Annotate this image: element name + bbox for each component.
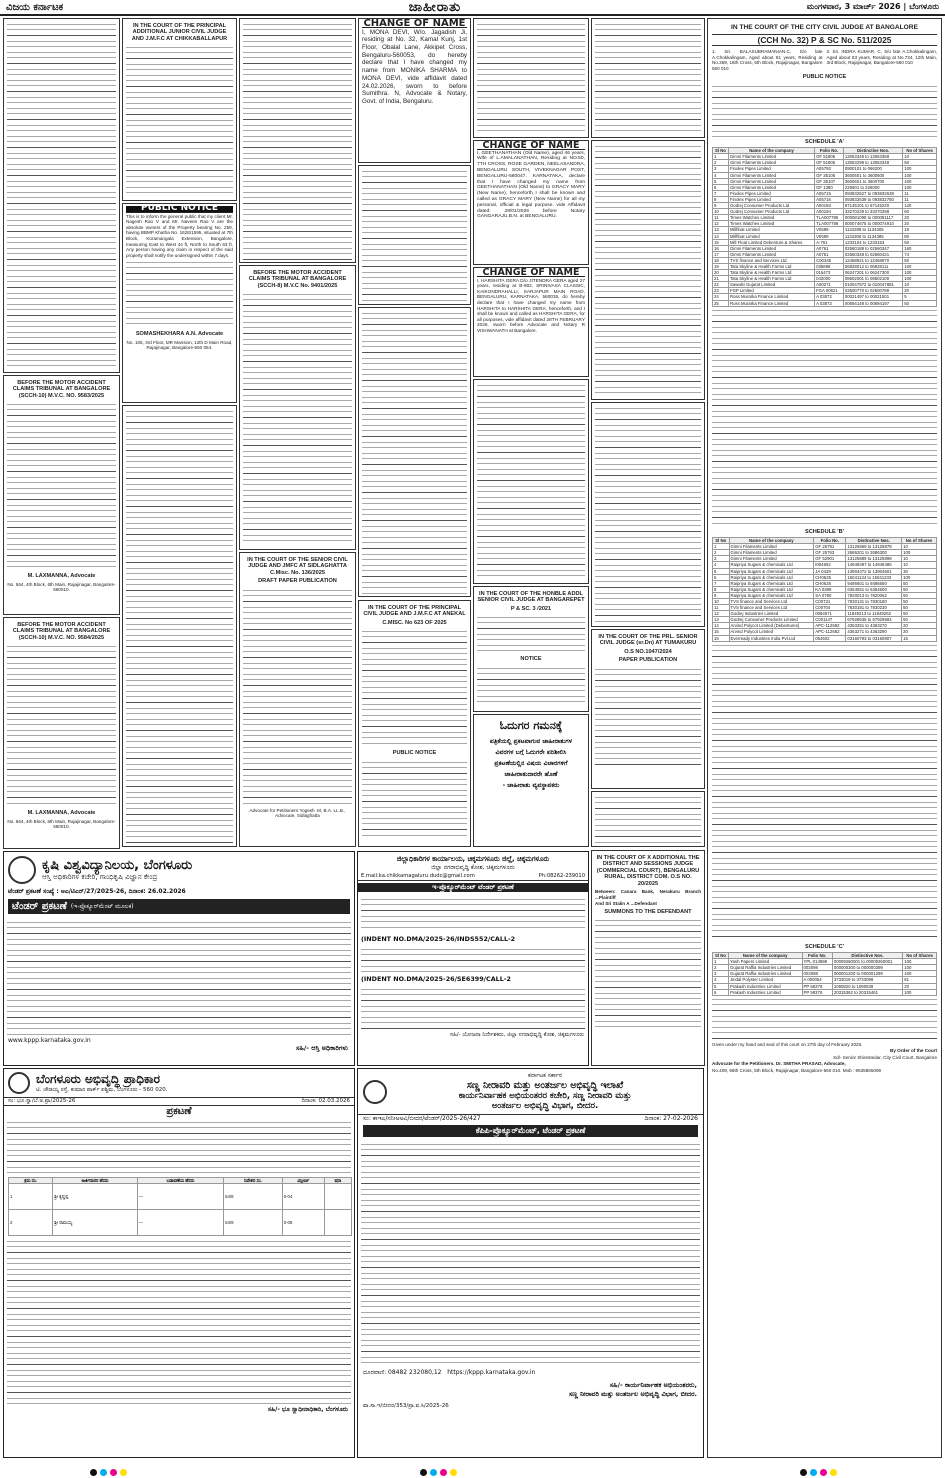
table-header: Name of the company: [728, 953, 802, 959]
table-header: Folio No.: [814, 538, 846, 544]
table-row: 23 FGP Limited FGA 00621 02600770 to 02600789 20: [713, 288, 937, 294]
mact-notice-2: BEFORE THE MOTOR ACCIDENT CLAIMS TRIBUNAL AT BANGALORE (SCCH-10) M.V.C. NO. 9584/2025 M. LAXMANNA, Advocate No. 564, 4th Block, 6th Main, Rajajinagar, Bangalore-560010.: [3, 617, 120, 849]
change-of-name-3: CHANGE OF NAME I, HARSHITA GERA D/o JITENDRA GERA aged 27 years, residing at B-902, SRINIVASA CLASSIC, KAIKONDRAHALLI, SARJAPUR MAIN ROAD, BENGALURU, KARNATAKA, 560035, do hereby declare that I have changed my name from HARSHITA to HARSHITA GERA, henceforth, and I shall be known and called as HARSHITA GERA, for all purposes, vide affidavit dated 28TH FEBRUARY 2026, sworn before Advocate and Notary R VISHWANATH at Bangalore.: [473, 267, 589, 377]
table-header: ಅರ್ಜಿದಾರರ ಹೆಸರು: [53, 1178, 137, 1184]
university-emblem-icon: [8, 856, 36, 884]
column-kannada-notice-3: [239, 18, 356, 263]
city-civil-court-notice: IN THE COURT OF THE CITY CIVIL JUDGE AT BANGALORE (CCH No. 32) P & SC No. 511/2025 1. Sri. BALASUBRAMANIAN.C, S/o late A.Chokkalingam, Aged about 81 years, Residing at No.369, 16th Cross, 5th Block, Rajajinagar, Bangalore 560 010 2. Sri. INDRA KUMAR. C, S/o late A.Chokkalingam, Aged about 63 years, Residing at No.734, 12th Main, 3rd Block, Rajajinagar, Bangalore-560 010 PUBLIC NOTICE SCHEDULE 'A' Sl No Name of the company Folio No. Distinctive Nos. No of Shares 1 Gimni Filaments Limited GF 51806 13063349 to 13063358 10 2 Gimni Filaments Limited GF 51806 13063299 to 13063348 50 3 Finolex Pipes Limited A05793 0900101 to 066200 100 4 Gimni Filaments Limited GF 35106 3600501 to 3600600 100 5 Gimni Filaments Limited GF 35107 3600601 to 3600700 100 6 Gimni Filaments Limited GF 1380 225901 to 226000 100 7 Finolex Pipes Limited A05715 093832527 to 093832638 11 8 Finolex Pipes Limited A05716 093832639 to 093832750 11 9 Godrej Consumer Products Ltd A00193 67145101 to 67145220 120 10 Godrej Consumer Products Ltd A00194 33270229 to 33270288 60 11 Times Watches Limited TLA007795 000081098 to 000081117 20 12 Times Watches Limited TLA007798 000074675 to 000074910 20 13 Millfloat Limited V0598 1134288 to 1134305 18 14 Millfloat Limited V0599 1134306 to 1134385 80 15 Mill Float Limited Debenture & Shares A-761 1233104 to 1233153 50 16 Gimni Filaments Limited A0761 02560188 to 02560347 160 17 Gimni Filaments Limited A0761 02560348 to 02560421 74 18 TVS finance and Services Ltd C00345 12468921 to 12468970 50 19 Tata Skyline & Health Farms Ltd 035698 06828012 to 06828111 100 20 Tata Skyline & Health Farms Ltd 016473 06247201 to 06247300 100 21 Tata Skyline & Health Farms Ltd 042000 08602001 to 08602100 100 22 Sawalsi Gujarat Limited A00271 010047872 to 010047881 10 23 FGP Limited FGA 00621 02600770 to 02600789 20 24 Ross Murarka Finance Limited A 03872 00021497 to 00021501 5 25 Ross Murarka Finance Limited A 03872 00694148 to 00694197 50 SCHEDULE 'B' Sl No Name of the company Folio No. Distinctive Nos. No of Shares 1 Gimni Filaments Limited GF 25791 13125869 to 13125878 10 2 Gimni Filaments Limited GF 25763 2686201 to 2686300 100 3 Gimni Filaments Limited GF 52901 13125889 to 13125898 10 4 Raipriya Sugars & chemicals Ltd I004652 14948497 to 14948486 10 5 Raipriya Sugars & chemicals Ltd JA 0429 13904472 to 13904501 30 6 Raipriya Sugars & chemicals Ltd CH0625 15041134 to 15041233 100 7 Raipriya Sugars & chemicals Ltd CH0626 9486601 to 9486650 50 8 Raipriya Sugars & chemicals Ltd KA 0389 6354551 to 6354600 50 9 Raipriya Sugars & chemicals Ltd SA 0780 7820013 to 7820062 50 10 TVS finance and Services Ltd C00731 7830131 to 7830180 50 11 TVS finance and Services Ltd C00704 7830181 to 7830230 50 12 Godrej Industries Limited 0084571 11849213 to 11849262 50 13 Godrej Consumer Products Limited C001147 67929535 to 67929584 50 14 Arvind Polycot Limited (Debentures) APC-112682 4363251 to 4363270 20 15 Arvind Polycot Limited APC-112682 4363271 to 4363290 20 16 Everready Industries India Pvt.Ltd 054502 03160793 to 03160807 15 SCHEDULE 'C' Sl No Name of the company Folio No. Distinctive Nos. No of Shares 1 Yash Papers Limited YPL 014898 00009260001 to 00009260001 100 2 Gujarat Raffia Industries Limited 003098 000000300 to 000000399 100 3 Gujarat Raffia Industries Limited 003098 000001200 to 000001299 100 4 Jindal Polyster Limited A 000054 3733019 to 3733099 81 5 Prakash Industries Limited PP 59378 1090820 to 1090839 20 6 Prakash Industries Limited PP 59378 20315362 to 20315461 100 Given under my hand and seal of this court on 27th day of February 2026. By Order of the Court Sd/- Senior Shirestedar, City Civil Court, Bangalore Advocate for the Petitioners. Dr. SMITHA PRASAD, Advocate, No.409, 66th Cross, 5th Block, Rajajinagar, Bangalore-560 010. Mob : 9535865099: [707, 18, 942, 1458]
table-row: 1 Yash Papers Limited YPL 014898 00009260001 to 00009260001 100: [713, 959, 937, 965]
table-header: Distinctive Nos.: [843, 148, 902, 154]
table-row: 8 Finolex Pipes Limited A05716 093832639 to 093832750 11: [713, 196, 937, 202]
table-row: 5 Raipriya Sugars & chemicals Ltd JA 0429 13904472 to 13904501 30: [713, 568, 937, 574]
chikkamagaluru-tender: ಜಿಲ್ಲಾಧಿಕಾರಿಗಳ ಕಾರ್ಯಾಲಯ, ಚಿಕ್ಕಮಗಳೂರು ಜಿಲ್ಲೆ, ಚಿಕ್ಕಮಗಳೂರು ಜಿಲ್ಲಾ ನಗರಾಭಿವೃದ್ಧಿ ಕೋಶ, ಚಿಕ್ಕಮಗಳೂರು E.mail:ka.chikkamagaluru.dudc@gmail.com Ph:08262-239010 ಇ-ಪ್ರೊಕ್ಯೂರ್‌ಮೆಂಟ್ ಟೆಂಡರ್ ಪ್ರಕಟಣೆ (INDENT NO.DMA/2025-26/INDS552/CALL-2 (INDENT NO.DMA/2025-26/SE6399/CALL-2 ಸಹಿ/- ಯೋಜನಾ ನಿರ್ದೇಶಕರು, ಜಿಲ್ಲಾ ನಗರಾಭಿವೃದ್ಧಿ ಕೋಶ, ಚಿಕ್ಕಮಗಳೂರು: [357, 851, 589, 1066]
table-row: 18 TVS finance and Services Ltd C00345 12468921 to 12468970 50: [713, 257, 937, 263]
table-row: 7 Raipriya Sugars & chemicals Ltd CH0626 9486601 to 9486650 50: [713, 580, 937, 586]
mact-notice-3: BEFORE THE MOTOR ACCIDENT CLAIMS TRIBUNAL AT BANGALORE (SCCH-8) M.V.C No. 9401/2025: [239, 265, 356, 550]
district-court-small: [591, 791, 705, 847]
table-header: No of Shares: [903, 953, 937, 959]
table-header: Name of the company: [728, 148, 814, 154]
table-row: 25 Ross Murarka Finance Limited A 03872 00694148 to 00694197 50: [713, 300, 937, 306]
table-header: Distinctive Nos.: [832, 953, 902, 959]
table-header: Sl No: [713, 148, 729, 154]
table-row: 5 Gimni Filaments Limited GF 35107 3600601 to 3600700 100: [713, 178, 937, 184]
table-header: ನಿವೇಶನ ಸಂ.: [224, 1178, 283, 1184]
table-row: 16 Gimni Filaments Limited A0761 02560188 to 02560347 160: [713, 245, 937, 251]
table-header: Distinctive Nos.: [846, 538, 902, 544]
table-header: Folio No.: [802, 953, 832, 959]
kannada-notice-4: [358, 165, 471, 305]
senior-civil-col6: [591, 140, 705, 400]
district-commercial-court-notice: IN THE COURT OF X ADDITIONAL THE DISTRICT AND SESSIONS JUDGE (COMMERCIAL COURT), BENGALURU RURAL, DISTRICT COM. O.S NO. 20/2025 Between: Canara Bank, Nerakuru Branch ...Plaintiff And Sri Stalin A ...Defendant SUMMONS TO THE DEFENDANT: [591, 850, 705, 1066]
mact-notice-4: [473, 379, 589, 584]
court-title: IN THE COURT OF THE CITY CIVIL JUDGE AT BANGALORE: [731, 24, 918, 31]
public-notice: PUBLIC NOTICE This is to inform the general public that my client Mr. Nagesh Rao V and Mr. Naveen Rao V are the absolute owners of the Property bearing No. 259, having BBMP Khatha No. 1628/1595, situated at 7th Block, Koramangala Extension, Bangalore, measuring East to West 44 ft, North to South 63 ft. Any person having any claim in respect of the said property shall notify the undersigned within 7 days. SOMASHEKHARA A.N. Advocate No. 105, 3rd Floor, MR Mansion, 12th D Main Road, Rajajinagar, Bangalore-560 054.: [122, 203, 237, 403]
table-row: 15 Mill Float Limited Debenture & Shares A-761 1233104 to 1233153 50: [713, 239, 937, 245]
table-row: 16 Everready Industries India Pvt.Ltd 054502 03160793 to 03160807 15: [713, 635, 937, 641]
change-of-name-2: CHANGE OF NAME I, GEETHANATHAN (Old Name), aged 46 years, Wife of L.AMALANATHAN, Residing at NO.50, 7TH CROSS, ROSE GARDEN, NEELASANDRA, BENGALURU SOUTH, VIVEKNAGAR POST, BENGALURU-560047, KARNATAKA, declare that I have changed my name from GEETHANATHAN (Old Name) to GRACY MARY (New Name), henceforth I shall be known and called as GRACY MARY (New Name) for all my personal, official & legal purpose. vide Affidavit dated: 28/01/2026 before Notary GANGARAJU.B.N. at BENGALURU.: [473, 140, 589, 265]
registration-marks-center: [420, 1469, 457, 1476]
tumakuru-notice: IN THE COURT OF THE PRL. SENIOR CIVIL JUDGE (sr.Dn) AT TUMAKURU O.S NO.1047/2024 PAPER PUBLICATION: [591, 629, 705, 789]
table-row: 10 Godrej Consumer Products Ltd A00194 33270229 to 33270288 60: [713, 209, 937, 215]
bda-notice: ಬೆಂಗಳೂರು ಅಭಿವೃದ್ಧಿ ಪ್ರಾಧಿಕಾರ ಟಿ. ಚೌಡಯ್ಯ ರಸ್ತೆ, ಕುಮಾರ ಪಾರ್ಕ್ ಪಶ್ಚಿಮ, ಬೆಂಗಳೂರು - 560 020. ಸಂ: ಭೂ.ಸ್ವಾ/ಬೆ.ಅ.ಪ್ರಾ/2025-26 ದಿನಾಂಕ: 02.03.2026 ಪ್ರಕಟಣೆ ಕ್ರಮ ಸಂ. ಅರ್ಜಿದಾರರ ಹೆಸರು ಬಡಾವಣೆಯ ಹೆಸರು ನಿವೇಶನ ಸಂ. ವಿಸ್ತೀರ್ಣ ಷರಾ 1 ಶ್ರೀ ಕೃಷ್ಣಪ್ಪ — 54/8 0-04 2 ಶ್ರೀ ರಾಮಯ್ಯ — 54/9 0-08 ಸಹಿ/- ಭೂ ಸ್ವಾಧೀನಾಧಿಕಾರಿ, ಬೆಂಗಳೂರು: [3, 1068, 355, 1458]
bda-emblem-icon: [8, 1072, 30, 1094]
reader-notice: ಓದುಗರ ಗಮನಕ್ಕೆ ಪತ್ರಿಕೆಯಲ್ಲಿ ಪ್ರಕಟವಾಗುವ ಜಾಹೀರಾತುಗಳ ವಿವರಗಳ ಬಗ್ಗೆ ಓದುಗರೇ ಪರಿಶೀಲಿಸಿ ಪ್ರಕಟಣೆಯಲ್ಲಿನ ವಿಷಯ ವಿಚಾರಗಳಿಗೆ ಜಾಹೀರಾತುದಾರರೇ ಹೊಣೆ - ಜಾಹೀರಾತು ವ್ಯವಸ್ಥಾಪಕರು: [473, 714, 589, 847]
table-row: 22 Sawalsi Gujarat Limited A00271 010047872 to 010047881 10: [713, 282, 937, 288]
column-kannada-notice-1: [3, 18, 120, 373]
table-row: 12 Godrej Industries Limited 0084571 11849213 to 11849262 50: [713, 611, 937, 617]
table-header: ಬಡಾವಣೆಯ ಹೆಸರು: [137, 1178, 223, 1184]
registration-marks-right: [800, 1469, 837, 1476]
change-of-name-1: CHANGE OF NAME I, MONA DEVI, W/o. Jagadish Ji, residing at No. 32, Kamal Kunj, 1st Floor, Obalal Lane, Akkipet Cross, Bengaluru-560053, do hereby declare that I have changed my name from MONIKA SHARMA to MONA DEVI, vide affidavit dated 24.02.2026, sworn to before Sumithra. N, Advocate & Notary, Govt. of India, Bengaluru.: [358, 18, 471, 163]
registration-marks-left: [90, 1469, 127, 1476]
table-header: Name of the company: [729, 538, 814, 544]
anekal-notice: IN THE COURT OF THE PRINCIPAL CIVIL JUDGE AND J.M.F.C AT ANEKAL C.MISC. No 623 OF 2025 PUBLIC NOTICE: [358, 600, 471, 847]
table-header: ಷರಾ: [324, 1178, 351, 1184]
table-row: 14 Arvind Polycot Limited (Debentures) APC-112682 4363251 to 4363270 20: [713, 623, 937, 629]
table-row: 4 Raipriya Sugars & chemicals Ltd I004652 14948497 to 14948486 10: [713, 562, 937, 568]
table-row: 5 Prakash Industries Limited PP 59378 1090820 to 1090839 20: [713, 983, 937, 989]
mact-notice-5: [591, 402, 705, 627]
table-row: 14 Millfloat Limited V0599 1134306 to 1134385 80: [713, 233, 937, 239]
kannada-notice-5: [358, 307, 471, 597]
table-row: 2 Gimni Filaments Limited GF 25763 2686201 to 2686300 100: [713, 550, 937, 556]
column-court-notices-2: [122, 405, 237, 847]
table-row: 15 Arvind Polycot Limited APC-112682 4363271 to 4363290 20: [713, 629, 937, 635]
table-row: 11 Times Watches Limited TLA007795 000081098 to 000081117 20: [713, 215, 937, 221]
kannada-notice-7: [591, 18, 705, 138]
table-row: 8 Raipriya Sugars & chemicals Ltd KA 0389 6354551 to 6354600 50: [713, 586, 937, 592]
senior-civil-notice: IN THE COURT OF THE SENIOR CIVIL JUDGE AND JMFC AT SIDLAGHATTA C.Misc. No. 136/2025 DRAFT PAPER PUBLICATION Advocate for Petitioners Yogesh .M, B.A. LL.B., Advocate, Sidlaghatta: [239, 552, 356, 847]
table-row: 3 Finolex Pipes Limited A05793 0900101 to 066200 100: [713, 166, 937, 172]
table-row: 19 Tata Skyline & Health Farms Ltd 035698 06828012 to 06828111 100: [713, 263, 937, 269]
table-header: Sl No: [713, 953, 729, 959]
table-row: 20 Tata Skyline & Health Farms Ltd 016473 06247201 to 06247300 100: [713, 270, 937, 276]
table-header: No of Shares: [902, 538, 937, 544]
irrigation-tender: ಕರ್ನಾಟಕ ಸರ್ಕಾರ ಸಣ್ಣ ನೀರಾವರಿ ಮತ್ತು ಅಂತರ್ಜಲ ಅಭಿವೃದ್ಧಿ ಇಲಾಖೆ ಕಾರ್ಯನಿರ್ವಾಹಕ ಅಭಿಯಂತರರ ಕಚೇರಿ, ಸಣ್ಣ ನೀರಾವರಿ ಮತ್ತು ಅಂತರ್ಜಲ ಅಭಿವೃದ್ಧಿ ವಿಭಾಗ, ಬೀದರ. ಸಂ: ಕಾಇಎ/ಸನೀಅಅವಿ/ಬೀದರ/ಟೆಂಡರ್/2025-26/427 ದಿನಾಂಕ: 27-02-2026 ಕೆಪಿಪಿ-ಪ್ರೊಕ್ಯೂರ್‌ಮೆಂಟ್, ಟೆಂಡರ್ ಪ್ರಕಟಣೆ ದೂರವಾಣಿ: 08482 232080,12 https://kppp.karnataka.gov.in ಸಹಿ/- ಕಾರ್ಯನಿರ್ವಾಹಕ ಅಭಿಯಂತರರು, ಸಣ್ಣ ನೀರಾವರಿ ಮತ್ತು ಅಂತರ್ಜಲ ಅಭಿವೃದ್ಧಿ ವಿಭಾಗ, ಬೀದರ. ವಾ.ಸಾ.ಇ/ಬೀದರ/353/ಪ್ರಾ.ವ.ಸಿ/2025-26: [357, 1068, 704, 1458]
table-row: 6 Prakash Industries Limited PP 59378 20315362 to 20315461 100: [713, 989, 937, 995]
table-row: 10 TVS finance and Services Ltd C00731 7830131 to 7830180 50: [713, 598, 937, 604]
court-notice-jmfc: IN THE COURT OF THE PRINCIPAL ADDITIONAL JUNIOR CIVIL JUDGE AND J.M.F.C AT CHIKKABALLAPUR: [122, 18, 237, 201]
bda-table: ಕ್ರಮ ಸಂ. ಅರ್ಜಿದಾರರ ಹೆಸರು ಬಡಾವಣೆಯ ಹೆಸರು ನಿವೇಶನ ಸಂ. ವಿಸ್ತೀರ್ಣ ಷರಾ 1 ಶ್ರೀ ಕೃಷ್ಣಪ್ಪ — 54/8 0-04 2 ಶ್ರೀ ರಾಮಯ್ಯ — 54/9 0-08: [8, 1177, 352, 1236]
kannada-notice-6: [473, 18, 589, 138]
table-row: 2 Gimni Filaments Limited GF 51806 13063299 to 13063348 50: [713, 160, 937, 166]
table-row: 13 Godrej Consumer Products Limited C001147 67929535 to 67929584 50: [713, 617, 937, 623]
table-row: 7 Finolex Pipes Limited A05715 093832527 to 093832638 11: [713, 190, 937, 196]
table-row: 24 Ross Murarka Finance Limited A 03872 00021497 to 00021501 5: [713, 294, 937, 300]
table-row: 2 Gujarat Raffia Industries Limited 003098 000000300 to 000000399 100: [713, 965, 937, 971]
table-row: 6 Raipriya Sugars & chemicals Ltd CH0625 15041134 to 15041233 100: [713, 574, 937, 580]
table-row: 1 Gimni Filaments Limited GF 51806 13063349 to 13063358 10: [713, 154, 937, 160]
table-header: ಕ್ರಮ ಸಂ.: [9, 1178, 53, 1184]
table-row: 17 Gimni Filaments Limited A0761 02560348 to 02560421 74: [713, 251, 937, 257]
table-header: ವಿಸ್ತೀರ್ಣ: [282, 1178, 324, 1184]
table-row: 3 Gimni Filaments Limited GF 52901 13125889 to 13125898 10: [713, 556, 937, 562]
schedule-b-table: [712, 537, 937, 642]
table-row: 4 Gimni Filaments Limited GF 35106 3600501 to 3600600 100: [713, 172, 937, 178]
masthead: [0, 0, 945, 16]
table-header: Folio No.: [815, 148, 844, 154]
table-row: 6 Gimni Filaments Limited GF 1380 225901 to 226000 100: [713, 184, 937, 190]
case-number: (CCH No. 32) P & SC No. 511/2025: [712, 34, 937, 46]
govt-emblem-icon: [363, 1080, 387, 1104]
section-title: ಜಾಹೀರಾತು: [408, 0, 462, 15]
table-row: 9 Raipriya Sugars & chemicals Ltd SA 0780 7820013 to 7820062 50: [713, 592, 937, 598]
agri-university-tender: ಕೃಷಿ ವಿಶ್ವವಿದ್ಯಾನಿಲಯ, ಬೆಂಗಳೂರು ಆಸ್ತಿ ಅಧಿಕಾರಿಗಳ ಕಚೇರಿ, ಗಾಂಧಿಕೃಷಿ ವಿಜ್ಞಾನ ಕೇಂದ್ರ ಟೆಂಡರ್ ಪ್ರಕಟಣೆ ಸಂಖ್ಯೆ : ಆಎ/ಟಿಎನ್/27/2025-26, ದಿನಾಂಕ: 26.02.2026 ಟೆಂಡರ್ ಪ್ರಕಟಣೆ (ಇ-ಪ್ರೊಕ್ಯೂರ್‌ಮೆಂಟ್ ಮೂಲಕ) www.kppp.karnataka.gov.in ಸಹಿ/- ಆಸ್ತಿ ಅಧಿಕಾರಿಗಳು: [3, 851, 355, 1066]
table-row: 21 Tata Skyline & Health Farms Ltd 042000 08602001 to 08602100 100: [713, 276, 937, 282]
table-row: 4 Jindal Polyster Limited A 000054 3733019 to 3733099 81: [713, 977, 937, 983]
table-header: No of Shares: [903, 148, 937, 154]
mact-notice-1: BEFORE THE MOTOR ACCIDENT CLAIMS TRIBUNAL AT BANGALORE (SCCH-10) M.V.C. NO. 9583/2025 M. LAXMANNA, Advocate No. 564, 4th Block, 6th Main, Rajajinagar, Bangalore-560010.: [3, 375, 120, 615]
bagepalli-notice: IN THE COURT OF THE HONBLE ADDL SENIOR CIVIL JUDGE AT BANGAREPET P & SC. 3 /2021 NOTICE: [473, 586, 589, 712]
public-notice-title: PUBLIC NOTICE: [126, 206, 233, 213]
table-row: 3 Gujarat Raffia Industries Limited 003098 000001200 to 000001299 100: [713, 971, 937, 977]
table-header: Sl No: [713, 538, 730, 544]
schedule-c-table: [712, 952, 937, 996]
table-row: 11 TVS finance and Services Ltd C00704 7830181 to 7830230 50: [713, 605, 937, 611]
issue-date: ಮಂಗಳವಾರ, 3 ಮಾರ್ಚ್ 2026 | ಬೆಂಗಳೂರು: [806, 2, 939, 11]
table-row: 1 Gimni Filaments Limited GF 25791 13125869 to 13125878 10: [713, 544, 937, 550]
newspaper-logo: ವಿಜಯ ಕರ್ನಾಟಕ: [6, 1, 64, 13]
table-row: 9 Godrej Consumer Products Ltd A00193 67145101 to 67145220 120: [713, 203, 937, 209]
table-row: 13 Millfloat Limited V0598 1134288 to 1134305 18: [713, 227, 937, 233]
schedule-a-table: [712, 147, 937, 306]
table-row: 12 Times Watches Limited TLA007798 000074675 to 000074910 20: [713, 221, 937, 227]
